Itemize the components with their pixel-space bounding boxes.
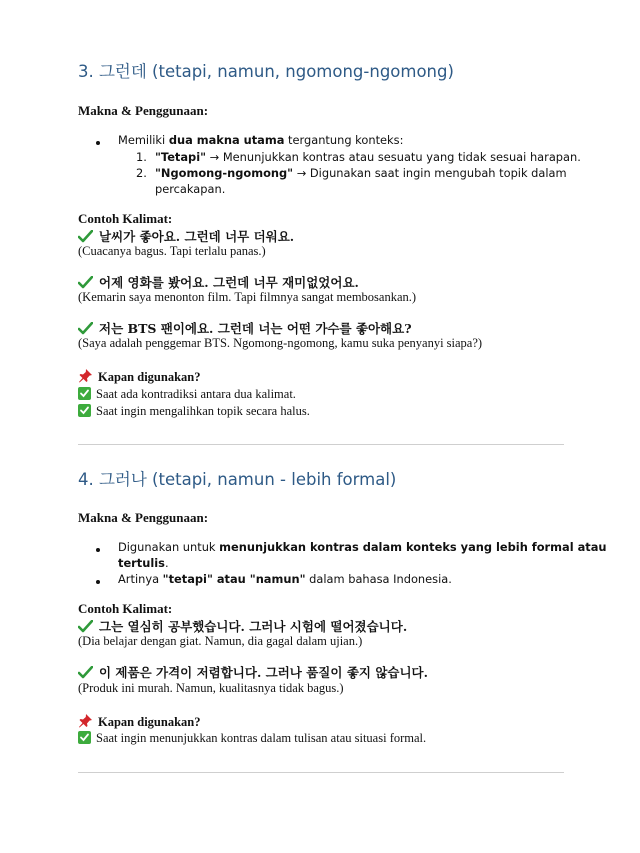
section-4-bullet: Digunakan untuk menunjukkan kontras dalam konteks yang lebih formal atau xyxy=(118,540,607,554)
section-4-when-title: Kapan digunakan? xyxy=(78,713,200,730)
example-translation: (Dia belajar dengan giat. Namun, dia gagal dalam ujian.) xyxy=(78,634,363,648)
example-translation: (Produk ini murah. Namun, kualitasnya tidak bagus.) xyxy=(78,681,344,695)
meaning-number: 2. xyxy=(136,166,147,180)
section-divider xyxy=(78,444,564,445)
pushpin-icon xyxy=(78,368,93,383)
bullet-dot xyxy=(96,580,100,584)
pushpin-icon xyxy=(78,713,93,728)
checkbox-checked-icon xyxy=(78,731,91,744)
when-item: Saat ingin menunjukkan kontras dalam tulisan atau situasi formal. xyxy=(78,731,426,746)
example-korean: 어제 영화를 봤어요. 그런데 너무 재미없었어요. xyxy=(78,273,359,291)
section-4-bullet: Artinya "tetapi" atau "namun" dalam bahasa Indonesia. xyxy=(118,572,452,586)
check-mark-icon xyxy=(78,322,93,335)
check-mark-icon xyxy=(78,230,93,243)
check-mark-icon xyxy=(78,666,93,679)
when-item: Saat ada kontradiksi antara dua kalimat. xyxy=(78,387,296,402)
section-3-intro: Memiliki dua makna utama tergantung konteks: xyxy=(118,133,404,147)
example-translation: (Cuacanya bagus. Tapi terlalu panas.) xyxy=(78,244,266,258)
meaning-item: "Ngomong-ngomong" → Digunakan saat ingin mengubah topik dalam xyxy=(155,166,567,180)
example-korean: 날씨가 좋아요. 그런데 너무 더워요. xyxy=(78,227,294,245)
check-mark-icon xyxy=(78,620,93,633)
section-divider xyxy=(78,772,564,773)
section-3-examples-title: Contoh Kalimat: xyxy=(78,211,173,226)
section-3-when-title: Kapan digunakan? xyxy=(78,368,200,385)
section-4-usage-title: Makna & Penggunaan: xyxy=(78,510,209,525)
meaning-item: "Tetapi" → Menunjukkan kontras atau sesuatu yang tidak sesuai harapan. xyxy=(155,150,581,164)
checkbox-checked-icon xyxy=(78,387,91,400)
when-item: Saat ingin mengalihkan topik secara halus. xyxy=(78,404,310,419)
example-translation: (Saya adalah penggemar BTS. Ngomong-ngomong, kamu suka penyanyi siapa?) xyxy=(78,336,483,350)
bullet-dot xyxy=(96,548,100,552)
bullet-dot xyxy=(96,141,100,145)
example-korean: 그는 열심히 공부했습니다. 그러나 시험에 떨어졌습니다. xyxy=(78,617,407,635)
meaning-item-continued: percakapan. xyxy=(155,182,226,196)
section-4-bullet-continued: tertulis. xyxy=(118,556,169,570)
example-translation: (Kemarin saya menonton film. Tapi filmnya sangat membosankan.) xyxy=(78,290,417,304)
checkbox-checked-icon xyxy=(78,404,91,417)
check-mark-icon xyxy=(78,276,93,289)
section-4-heading: 4. 그러나 (tetapi, namun - lebih formal) xyxy=(78,470,397,489)
example-korean: 저는 BTS 팬이에요. 그런데 너는 어떤 가수를 좋아해요? xyxy=(78,319,412,337)
meaning-number: 1. xyxy=(136,150,147,164)
section-3-heading: 3. 그런데 (tetapi, namun, ngomong-ngomong) xyxy=(78,62,454,81)
section-3-usage-title: Makna & Penggunaan: xyxy=(78,103,209,118)
example-korean: 이 제품은 가격이 저렴합니다. 그러나 품질이 좋지 않습니다. xyxy=(78,663,428,681)
section-4-examples-title: Contoh Kalimat: xyxy=(78,601,173,616)
